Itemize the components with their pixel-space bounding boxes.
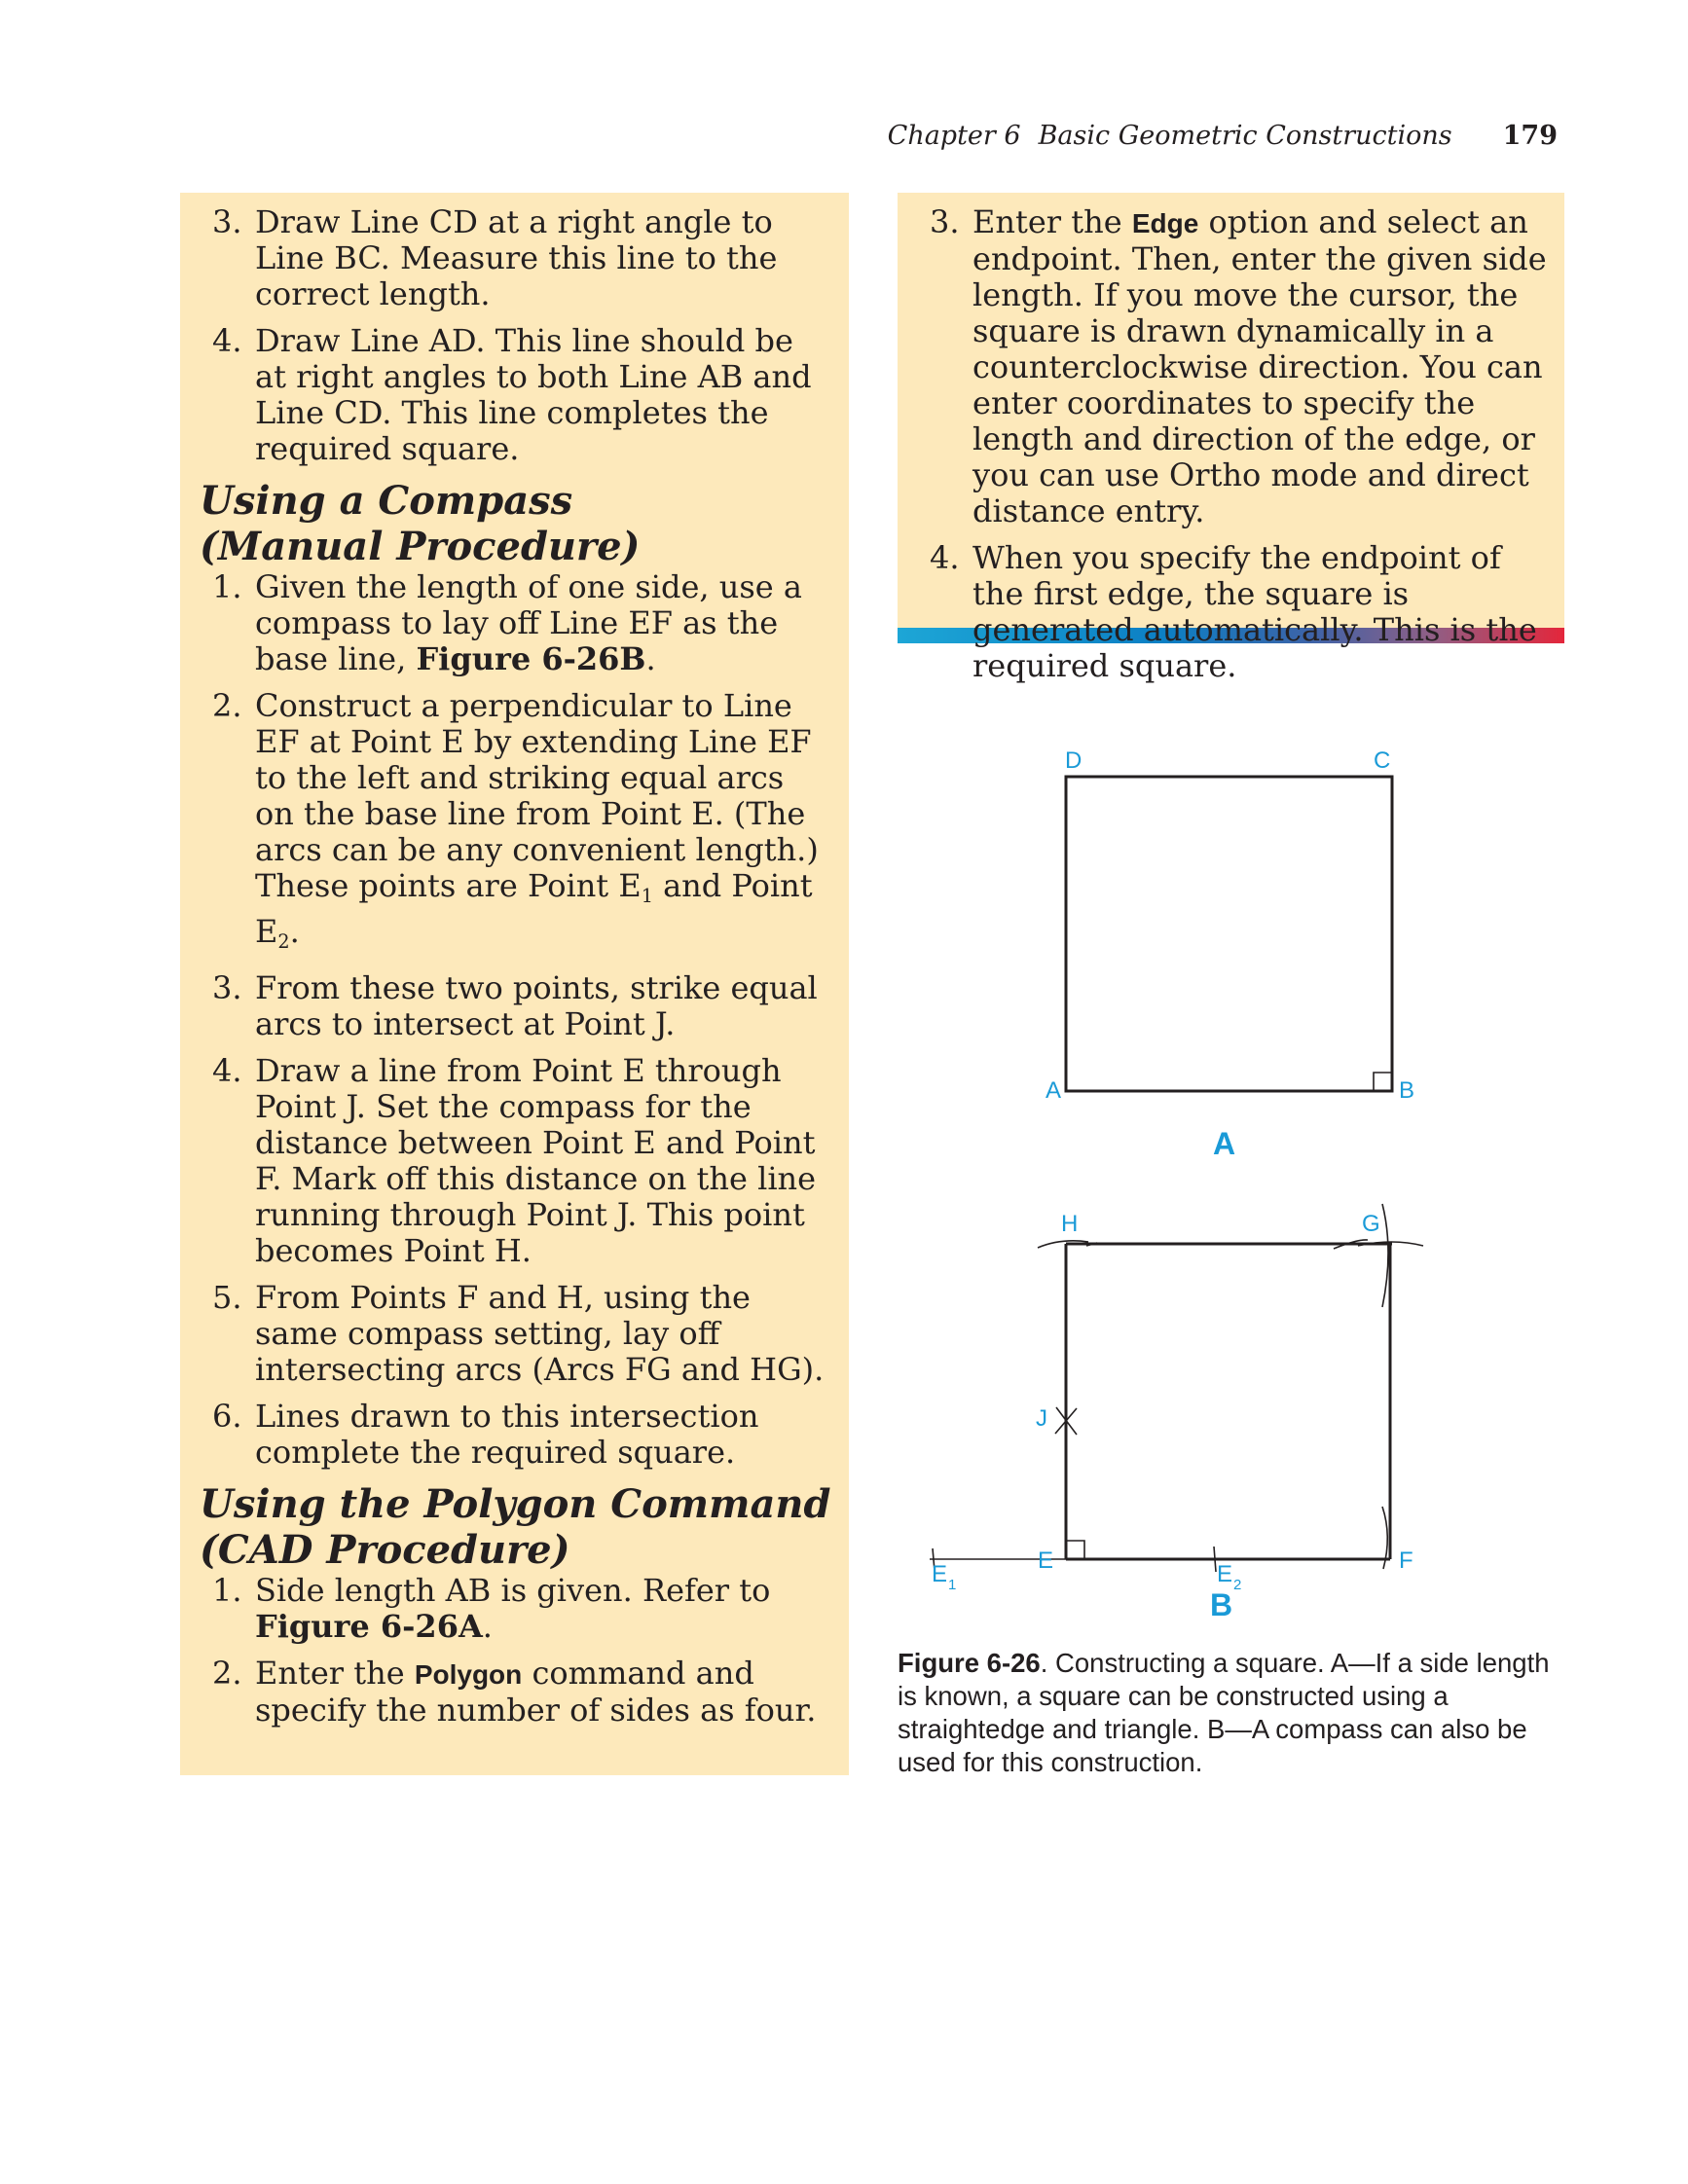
right-angle-marker (1374, 1073, 1392, 1091)
arc-e2-mark (1214, 1547, 1216, 1572)
part-b-label: B (1210, 1587, 1233, 1622)
point-f-label: F (1399, 1547, 1413, 1574)
list-item: 6. Lines drawn to this intersection complete the required square. (212, 1398, 759, 1471)
list-item: 2. Construct a perpendicular to Line EF at Point E by extending Line EF to the left and striking equal arcs on the base line from Point E. (The arcs can be any convenient length.) These points are Point $E_1$ and Point $E_2$. (212, 687, 819, 953)
square-a (1066, 777, 1392, 1091)
figure-reference: Figure 6-26B (416, 640, 646, 677)
point-e1-label: $E_1$ (932, 1561, 957, 1593)
point-a-label: A (1046, 1077, 1062, 1104)
right-angle-marker (1066, 1541, 1084, 1559)
caption-text: . Constructing a square. A—If a side length is known, a square can be constructed using a straightedge and triangle. B—A compass can also be used for this construction. (898, 1648, 1550, 1777)
list-item: 2. Enter the Polygon command and specify the number of sides as four. (212, 1655, 817, 1729)
point-j-label: J (1036, 1405, 1047, 1432)
arc-fg (1382, 1204, 1388, 1307)
point-h-label: H (1061, 1211, 1079, 1237)
list-item: 3. From these two points, strike equal arcs to intersect at Point J. (212, 969, 818, 1042)
point-e-label: E (1038, 1547, 1054, 1574)
polygon-heading: Using the Polygon Command (CAD Procedure) (200, 1481, 831, 1573)
figure-caption (898, 1647, 1569, 1779)
list-item: 4. Draw Line AD. This line should be at right angles to both Line AB and Line CD. This line completes the required square. (212, 322, 812, 467)
command-name: Edge (1131, 208, 1199, 238)
list-item: 5. From Points F and H, using the same compass setting, lay off intersecting arcs (Arcs FG and HG). (212, 1279, 825, 1388)
list-item: 4. Draw a line from Point E through Point J. Set the compass for the distance between Point E and Point F. Mark off this distance on the line running through Point J. This point becomes Point H. (212, 1052, 817, 1269)
list-item: 4. When you specify the endpoint of the first edge, the square is generated automatically. This is the required square. (930, 539, 1537, 684)
point-e2-label: $E_2$ (1217, 1561, 1242, 1593)
point-c-label: C (1374, 747, 1391, 774)
point-g-label: G (1362, 1211, 1380, 1237)
compass-heading: Using a Compass (Manual Procedure) (200, 478, 641, 569)
square-b-diagram (930, 1204, 1423, 1622)
list-item: 1. Side length AB is given. Refer to Figure 6-26A. (212, 1572, 771, 1645)
figure-reference: Figure 6-26A (255, 1608, 483, 1645)
chapter-label: Chapter 6 (887, 121, 1021, 151)
square-a-diagram (1046, 747, 1414, 1161)
page-number: 179 (1502, 121, 1558, 151)
list-item: 3. Enter the Edge option and select an endpoint. Then, enter the given side length. If you move the cursor, the square is drawn dynamically in a counterclockwise direction. You can enter coordinates to specify the length and direction of the edge, or you can use Ortho mode and direct distance entry. (930, 203, 1547, 529)
part-a-label: A (1213, 1126, 1236, 1161)
list-item: 3. Draw Line CD at a right angle to Line BC. Measure this line to the correct length. (212, 203, 778, 312)
command-name: Polygon (414, 1659, 523, 1690)
section-title: Basic Geometric Constructions (1038, 121, 1452, 151)
caption-label: Figure 6-26 (898, 1648, 1041, 1678)
list-item: 1. Given the length of one side, use a compass to lay off Line EF as the base line, Figure 6-26B. (212, 568, 802, 677)
point-b-label: B (1399, 1077, 1415, 1104)
point-d-label: D (1065, 747, 1083, 774)
